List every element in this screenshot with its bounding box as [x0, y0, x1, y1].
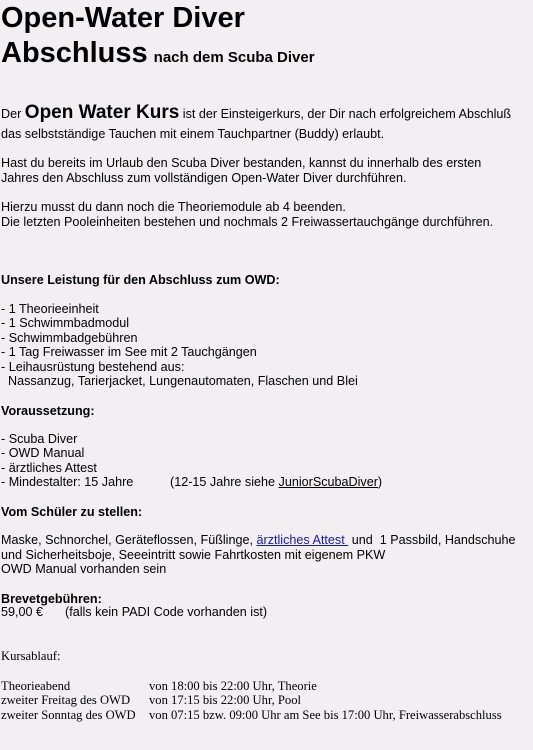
voraussetzung-heading: Voraussetzung: — [1, 404, 95, 418]
age-note-prefix: (12-15 Jahre siehe — [170, 475, 279, 489]
intro-line1 — [1, 102, 512, 123]
voraussetzung-item: - OWD Manual — [1, 446, 85, 460]
kursablauf-value: von 18:00 bis 22:00 Uhr, Theorie — [149, 679, 317, 693]
kursablauf-label: zweiter Freitag des OWD — [1, 693, 131, 707]
brevet-price: 59,00 € — [1, 605, 44, 619]
brevet-note: (falls kein PADI Code vorhanden ist) — [65, 605, 268, 619]
schueler-heading: Vom Schüler zu stellen: — [1, 505, 143, 519]
leistung-item: - 1 Schwimmbadmodul — [1, 316, 130, 330]
leistung-heading: Unsere Leistung für den Abschluss zum OWD: — [1, 273, 280, 287]
intro-prefix: Der — [1, 107, 25, 121]
kursablauf-heading: Kursablauf: — [1, 649, 61, 663]
leistung-item: - 1 Theorieeinheit — [1, 302, 99, 316]
brevet-row — [1, 605, 268, 620]
kursablauf-value: von 17:15 bis 22:00 Uhr, Pool — [149, 693, 302, 707]
schueler-line2: und Sicherheitsboje, Seeeintritt sowie Fahrtkosten mit eigenem PKW — [1, 548, 386, 562]
page-title-line1 — [1, 2, 245, 34]
kursablauf-label: Theorieabend — [1, 679, 71, 693]
page-title-line2 — [1, 37, 315, 74]
kursablauf-row — [1, 693, 301, 708]
voraussetzung-item: - Scuba Diver — [1, 432, 78, 446]
age-note-suffix: ) — [377, 475, 383, 489]
schueler-line1 — [1, 533, 516, 548]
leistung-item: - 1 Tag Freiwasser im See mit 2 Tauchgängen — [1, 345, 257, 359]
title-line2-text: Abschluss — [1, 37, 148, 69]
voraussetzung-age-row — [1, 475, 383, 490]
page-subtitle: nach dem Scuba Diver — [153, 49, 315, 66]
schueler-line1-prefix: Maske, Schnorchel, Geräteflossen, Füßlinge, — [1, 533, 257, 547]
kursablauf-row — [1, 708, 502, 723]
schueler-line3: OWD Manual vorhanden sein — [1, 562, 167, 576]
age-note — [170, 475, 382, 490]
voraussetzung-item: - ärztliches Attest — [1, 461, 97, 475]
intro-highlight: Open Water Kurs — [24, 102, 180, 123]
intro-line1-rest: ist der Einsteigerkurs, der Dir nach erfolgreichem Abschluß — [179, 107, 512, 121]
leistung-item: - Schwimmbadgebühren — [1, 331, 138, 345]
para2-line2: Jahres den Abschluss zum vollständigen Open-Water Diver durchführen. — [1, 171, 407, 185]
leistung-item: Nassanzug, Tarierjacket, Lungenautomaten, Flaschen und Blei — [1, 374, 358, 388]
aerztliches-attest-link[interactable]: ärztliches Attest — [256, 533, 349, 547]
para3-line1: Hierzu musst du dann noch die Theoriemodule ab 4 beenden. — [1, 200, 346, 214]
kursablauf-row — [1, 679, 317, 694]
kursablauf-value: von 07:15 bzw. 09:00 Uhr am See bis 17:00 Uhr, Freiwasserabschluss — [149, 708, 502, 722]
intro-line2: das selbstständige Tauchen mit einem Tauchpartner (Buddy) erlaubt. — [1, 127, 385, 141]
para3-line2: Die letzten Pooleinheiten bestehen und nochmals 2 Freiwassertauchgänge durchführen. — [1, 215, 494, 229]
brevet-heading: Brevetgebühren: — [1, 592, 102, 606]
para2-line1: Hast du bereits im Urlaub den Scuba Diver bestanden, kannst du innerhalb des ersten — [1, 156, 482, 170]
age-item: - Mindestalter: 15 Jahre — [1, 475, 134, 489]
junior-scuba-diver-link[interactable]: JuniorScubaDiver — [278, 475, 378, 489]
title-line1-text: Open-Water Diver — [1, 2, 245, 34]
kursablauf-label: zweiter Sonntag des OWD — [1, 708, 136, 722]
leistung-item: - Leihausrüstung bestehend aus: — [1, 360, 185, 374]
schueler-line1-suffix: und 1 Passbild, Handschuhe — [348, 533, 516, 547]
